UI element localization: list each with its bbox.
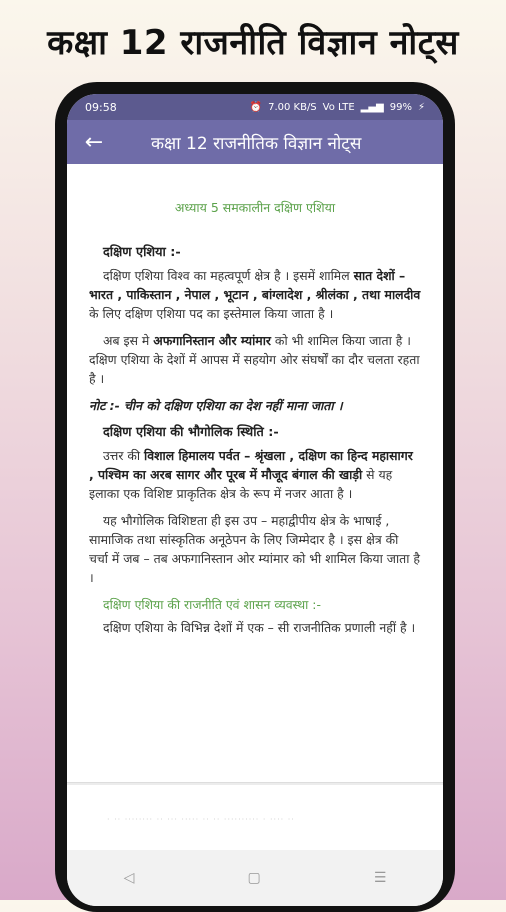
signal-icon: ▂▄▆ xyxy=(360,101,384,113)
battery-level: 99% xyxy=(389,101,412,113)
app-title: कक्षा 12 राजनीतिक विज्ञान नोट्स xyxy=(151,133,362,154)
section-heading-3: दक्षिण एशिया की राजनीति एवं शासन व्यवस्था :- xyxy=(103,597,321,612)
phone-screen xyxy=(67,94,443,906)
paragraph-2-text-a: अब इस मे xyxy=(103,333,154,348)
nav-home-icon[interactable]: ▢ xyxy=(247,870,261,886)
paragraph-3 xyxy=(89,446,421,503)
faded-text-preview: · ·· ········ ·· ··· ····· ·· ·· ·········· · ···· ·· xyxy=(107,815,295,824)
data-speed: 7.00 KB/S xyxy=(268,101,317,113)
system-nav-bar xyxy=(67,850,443,906)
paragraph-2-text-c: को भी शामिल किया जाता है । दक्षिण एशिया के देशों में आपस में सहयोग ओर संघर्षों का दौर चलता रहता है । xyxy=(89,333,420,386)
chapter-title: अध्याय 5 समकालीन दक्षिण एशिया xyxy=(174,200,336,215)
network-label: Vo LTE xyxy=(322,101,355,113)
paragraph-1 xyxy=(89,266,421,323)
paragraph-3-text-a: उत्तर की xyxy=(103,448,145,463)
paragraph-3-bold: विशाल हिमालय पर्वत – श्रृंखला , दक्षिण का हिन्द महासागर , पश्चिम का अरब सागर और पूरब में मौजूद बंगाल की खाड़ी xyxy=(89,448,413,482)
phone-frame xyxy=(55,82,455,912)
paragraph-2 xyxy=(89,331,421,388)
paragraph-1-bold: सात देशों – भारत , पाकिस्तान , नेपाल , भूटान , बांग्लादेश , श्रीलंका , तथा मालदीव xyxy=(89,268,421,302)
status-icons xyxy=(250,102,425,113)
section-heading-2: दक्षिण एशिया की भौगोलिक स्थिति :- xyxy=(103,425,279,440)
note-text: नोट :- चीन को दक्षिण एशिया का देश नहीं माना जाता । xyxy=(89,398,343,413)
status-time: 09:58 xyxy=(85,100,117,114)
arrow-left-icon[interactable]: ← xyxy=(84,129,104,155)
nav-back-icon[interactable]: ◁ xyxy=(123,870,135,886)
next-content-preview xyxy=(67,783,443,853)
paragraph-3-text-c: से यह इलाका एक विशिष्ट प्राकृतिक क्षेत्र के रूप में नजर आता है । xyxy=(89,467,393,501)
battery-icon: ⚡ xyxy=(417,101,425,113)
promo-headline: कक्षा 12 राजनीति विज्ञान नोट्स xyxy=(47,23,459,63)
alarm-icon: ⏰ xyxy=(249,101,263,113)
nav-menu-icon[interactable]: ☰ xyxy=(373,870,387,886)
section-heading-1: दक्षिण एशिया :- xyxy=(103,245,181,260)
paragraph-1-text-c: के लिए दक्षिण एशिया पद का इस्तेमाल किया जाता है । xyxy=(89,306,334,321)
notes-content[interactable] xyxy=(67,182,443,782)
paragraph-1-text-a: दक्षिण एशिया विश्व का महत्वपूर्ण क्षेत्र है । इसमें शामिल xyxy=(103,268,354,283)
paragraph-4: यह भौगोलिक विशिष्टता ही इस उप – महाद्वीपीय क्षेत्र के भाषाई , सामाजिक तथा सांस्कृतिक अनूठेपन के लिए जिम्मेदार है । इस क्षेत्र की चर्चा में जब – तब अफगानिस्तान ओर म्यांमार को भी शामिल किया जाता है । xyxy=(89,513,420,585)
paragraph-2-bold: अफगानिस्तान और म्यांमार xyxy=(153,333,271,348)
paragraph-5: दक्षिण एशिया के विभिन्न देशों में एक – सी राजनीतिक प्रणाली नहीं है । xyxy=(103,620,416,635)
status-bar xyxy=(67,94,443,120)
app-bar xyxy=(67,120,443,164)
